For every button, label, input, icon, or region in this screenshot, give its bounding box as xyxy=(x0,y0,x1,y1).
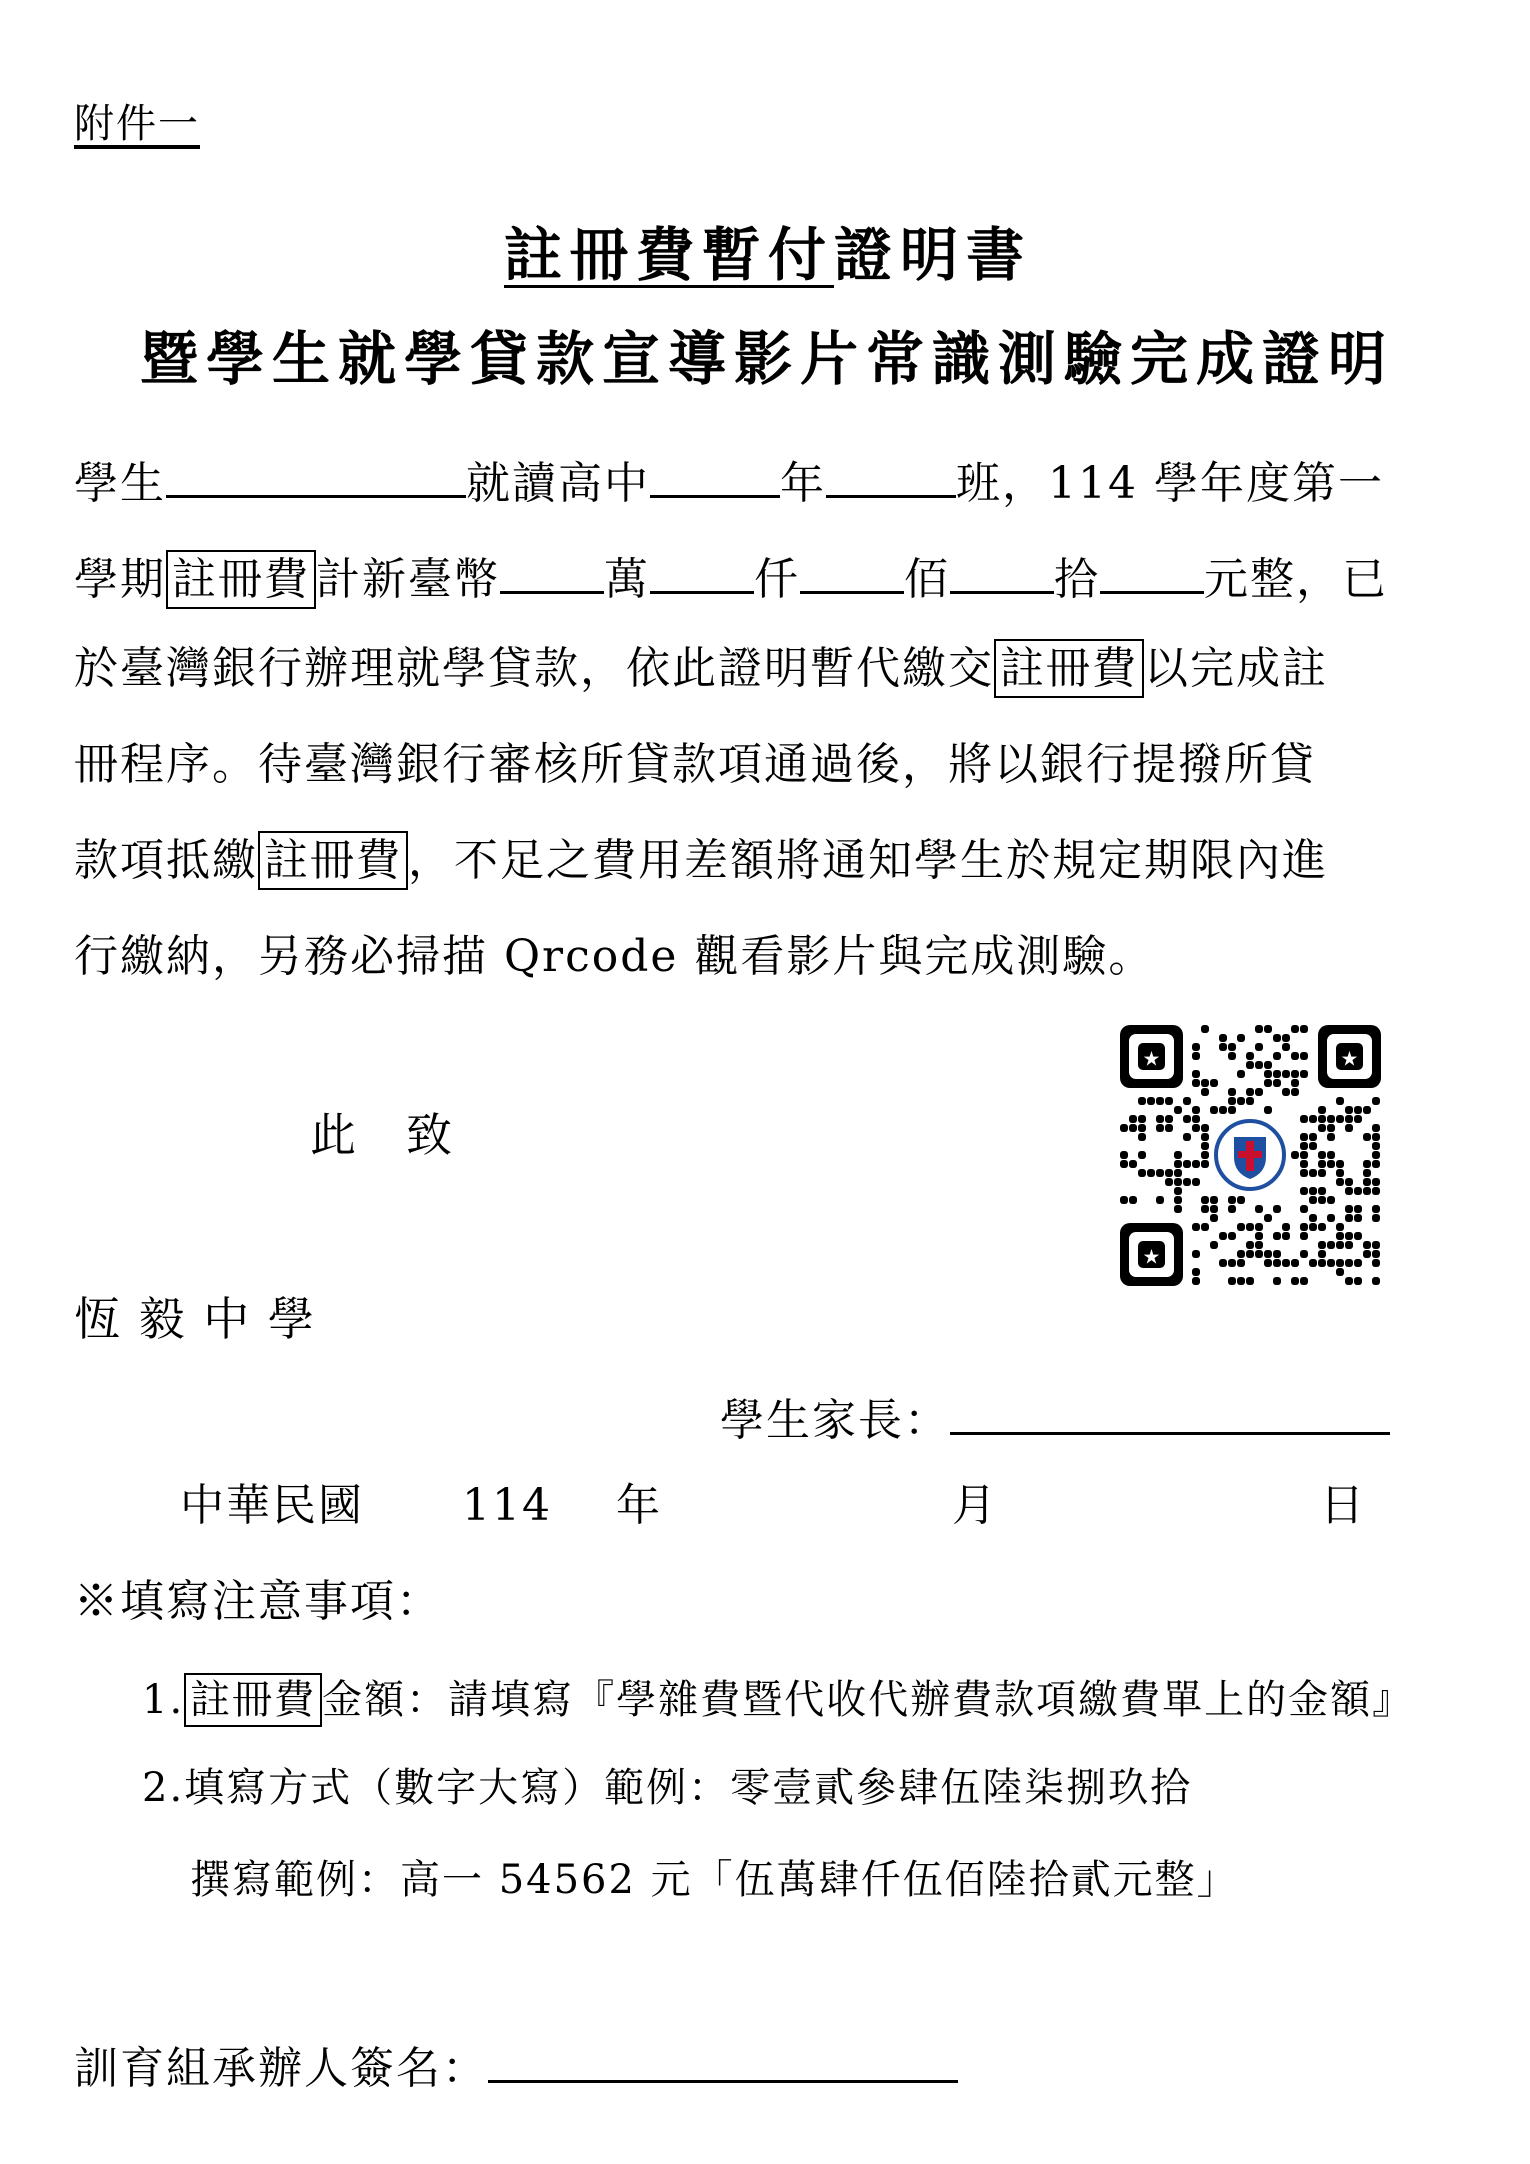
date-month-label: 月 xyxy=(952,1480,998,1531)
note-1 xyxy=(142,1677,1415,1723)
student-label: 學生 xyxy=(74,458,166,509)
class-blank[interactable] xyxy=(826,455,956,498)
date-year-label: 年 xyxy=(616,1480,662,1531)
title-underlined: 註冊費暫付 xyxy=(504,221,835,289)
semester-label: 學期 xyxy=(74,554,166,605)
shi-blank[interactable] xyxy=(950,551,1054,594)
attachment-label: 附件一 xyxy=(74,101,200,147)
amount-label: 計新臺幣 xyxy=(316,554,500,605)
title-line-1 xyxy=(504,208,1032,292)
staff-signature-row xyxy=(74,2040,958,2094)
shi-label: 拾 xyxy=(1054,554,1100,605)
svg-text:★: ★ xyxy=(1340,1046,1359,1071)
school-name: 恆 毅 中 學 xyxy=(74,1292,316,1346)
fee-box-3: 註冊費 xyxy=(258,831,408,890)
note-1-text: 金額：請填寫『學雜費暨代收代辦費款項繳費單上的金額』 xyxy=(322,1677,1415,1723)
staff-signature-blank[interactable] xyxy=(488,2040,958,2083)
wan-blank[interactable] xyxy=(500,551,604,594)
note-3: 撰寫範例：高一 54562 元「伍萬肆仟伍佰陸拾貳元整」 xyxy=(190,1857,1239,1903)
bai-blank[interactable] xyxy=(800,551,904,594)
yuan-label: 元整，已 xyxy=(1204,554,1388,605)
body-line-3-end: 以完成註 xyxy=(1144,643,1328,694)
body-line-3-start: 於臺灣銀行辦理就學貸款，依此證明暫代繳交 xyxy=(74,643,994,694)
grade-blank[interactable] xyxy=(650,455,780,498)
body-line-1 xyxy=(74,455,1384,509)
note-2: 2.填寫方式（數字大寫）範例：零壹貳參肆伍陸柒捌玖拾 xyxy=(142,1765,1193,1811)
body-line-2 xyxy=(74,551,1388,605)
yuan-blank[interactable] xyxy=(1100,551,1204,594)
svg-text:★: ★ xyxy=(1142,1244,1161,1269)
school-label: 就讀高中 xyxy=(466,458,650,509)
qian-label: 仟 xyxy=(754,554,800,605)
notes-heading: ※填寫注意事項： xyxy=(74,1576,442,1627)
parent-signature-row xyxy=(720,1392,1390,1446)
fee-box-1: 註冊費 xyxy=(166,550,316,609)
date-day-label: 日 xyxy=(1320,1480,1366,1531)
class-label: 班，114 學年度第一 xyxy=(956,458,1384,509)
salutation: 此 致 xyxy=(310,1108,454,1162)
staff-signature-label: 訓育組承辦人簽名： xyxy=(74,2043,488,2094)
title-rest: 證明書 xyxy=(834,221,1033,289)
fee-box-2: 註冊費 xyxy=(994,639,1144,698)
bai-label: 佰 xyxy=(904,554,950,605)
body-line-4: 冊程序。待臺灣銀行審核所貸款項通過後，將以銀行提撥所貸 xyxy=(74,739,1316,790)
body-line-5-start: 款項抵繳 xyxy=(74,835,258,886)
date-row xyxy=(180,1480,1400,1531)
year-label: 年 xyxy=(780,458,826,509)
body-line-5 xyxy=(74,835,1328,886)
note-1-number: 1. xyxy=(142,1677,185,1723)
date-year-value: 114 xyxy=(462,1480,552,1531)
qian-blank[interactable] xyxy=(650,551,754,594)
body-line-5-end: ，不足之費用差額將通知學生於規定期限內進 xyxy=(408,835,1328,886)
parent-signature-blank[interactable] xyxy=(950,1392,1390,1435)
body-line-3 xyxy=(74,643,1328,694)
date-era: 中華民國 xyxy=(180,1480,364,1531)
parent-label: 學生家長： xyxy=(720,1395,950,1446)
qr-code[interactable] xyxy=(1110,1015,1390,1295)
qr-code-icon xyxy=(1110,1015,1390,1295)
title-line-2: 暨學生就學貸款宣導影片常識測驗完成證明 xyxy=(140,325,1395,393)
wan-label: 萬 xyxy=(604,554,650,605)
note-1-fee-box: 註冊費 xyxy=(184,1673,322,1727)
svg-text:★: ★ xyxy=(1142,1046,1161,1071)
student-name-blank[interactable] xyxy=(166,455,466,498)
body-line-6: 行繳納，另務必掃描 Qrcode 觀看影片與完成測驗。 xyxy=(74,931,1155,982)
